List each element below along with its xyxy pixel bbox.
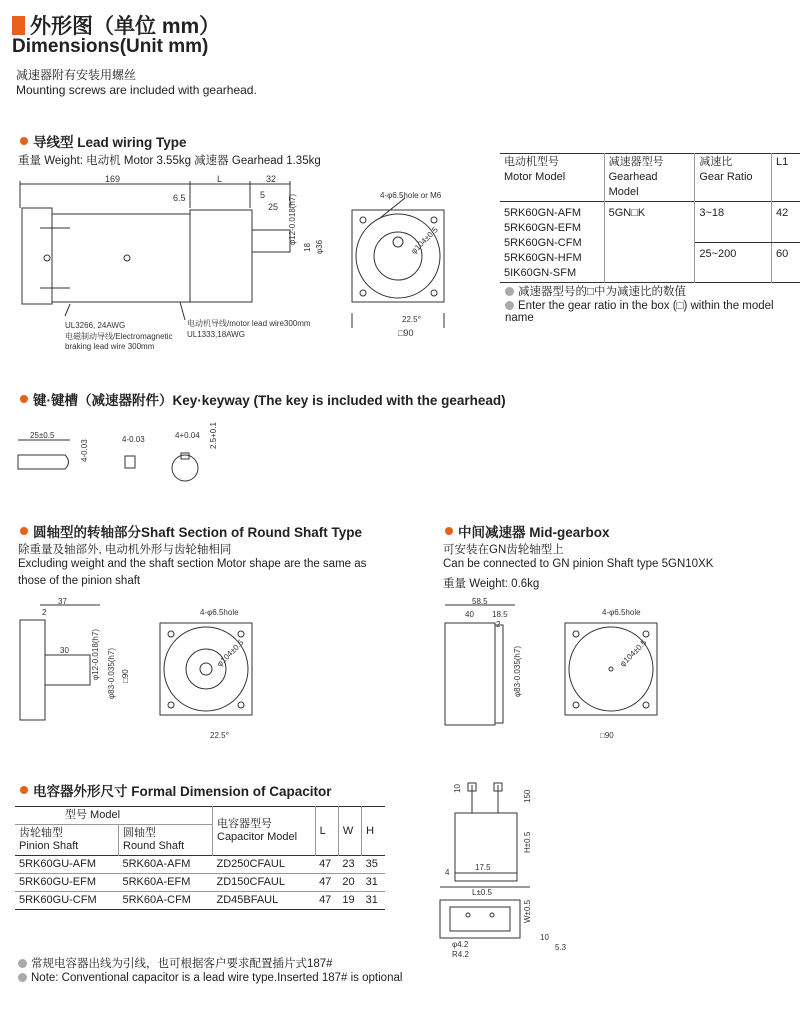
cell-round: 5RK60A-AFM bbox=[122, 858, 191, 870]
table-row bbox=[15, 892, 385, 910]
dim-height: H±0.5 bbox=[523, 831, 532, 853]
dim-key-length: 25±0.5 bbox=[30, 431, 55, 440]
dim-32: 32 bbox=[266, 174, 277, 184]
cell-capacitor: ZD45BFAUL bbox=[216, 894, 279, 906]
cell-W: 19 bbox=[342, 894, 355, 906]
bullet-icon bbox=[18, 959, 27, 968]
dim-square: □90 bbox=[600, 731, 614, 740]
dim-key-height: 4-0.03 bbox=[80, 439, 89, 462]
lead-brake-2: braking lead wire 300mm bbox=[65, 342, 155, 351]
dim-hole: 4-φ6.5hole bbox=[602, 608, 641, 617]
dim-shaft: φ12-0.018(h7) bbox=[288, 194, 297, 245]
dim-pcd: φ104±0.5 bbox=[409, 225, 440, 256]
header-L: L bbox=[315, 807, 338, 856]
lead-heading: 导线型 Lead wiring Type bbox=[20, 131, 187, 151]
capacitor-note-en: Note: Conventional capacitor is a lead wire type.Inserted 187# is optional bbox=[18, 972, 402, 984]
header-model: 型号 Model bbox=[65, 809, 121, 821]
round-heading: 圆轴型的转轴部分Shaft Section of Round Shaft Type bbox=[20, 521, 362, 541]
model-note-en: Enter the gear ratio in the box (□) within the model name bbox=[505, 300, 774, 324]
note-en: Mounting screws are included with gearhead. bbox=[16, 83, 257, 97]
bullet-icon bbox=[20, 137, 28, 145]
model-name: 5RK60GN-AFM bbox=[504, 207, 582, 219]
dim-169: 169 bbox=[105, 174, 121, 184]
bullet-icon bbox=[20, 786, 28, 794]
model-table bbox=[500, 153, 800, 283]
ratio-2: 25~200 bbox=[695, 242, 772, 283]
capacitor-heading: 电容器外形尺寸 Formal Dimension of Capacitor bbox=[20, 780, 332, 800]
dim-30: 30 bbox=[60, 646, 69, 655]
lead-wiring-drawing bbox=[10, 168, 495, 358]
bullet-icon bbox=[20, 395, 28, 403]
mid-desc-3: 重量 Weight: 0.6kg bbox=[443, 578, 540, 590]
dim-hole: 4-φ6.5hole bbox=[200, 608, 239, 617]
mid-heading: 中间减速器 Mid-gearbox bbox=[445, 521, 610, 541]
note-cn: 减速器附有安装用螺丝 bbox=[16, 68, 137, 82]
table-row bbox=[15, 856, 385, 874]
dim-17-5: 17.5 bbox=[475, 863, 491, 872]
bullet-icon bbox=[18, 973, 27, 982]
dim-radius: R4.2 bbox=[452, 950, 469, 959]
model-name: 5RK60GN-HFM bbox=[504, 252, 582, 264]
table-header-row bbox=[15, 807, 385, 825]
bullet-icon bbox=[445, 527, 453, 535]
dim-key-width: 4-0.03 bbox=[122, 435, 145, 444]
dim-pcd: φ104±0.5 bbox=[215, 638, 246, 669]
dim-6-5: 6.5 bbox=[173, 193, 186, 203]
dim-58-5: 58.5 bbox=[472, 597, 488, 606]
mid-desc-2: Can be connected to GN pinion Shaft type 5GN10XK bbox=[443, 558, 714, 570]
key-drawing bbox=[10, 420, 230, 490]
cell-pinion: 5RK60GU-EFM bbox=[19, 876, 97, 888]
dim-pilot: φ83-0.035(h7) bbox=[513, 646, 522, 697]
cell-H: 31 bbox=[365, 876, 378, 888]
capacitor-drawing bbox=[430, 775, 610, 965]
bullet-icon bbox=[20, 527, 28, 535]
round-desc-1: 除重量及轴部外, 电动机外形与齿轮轴相同 bbox=[18, 544, 232, 556]
dim-5-3: 5.3 bbox=[555, 943, 567, 952]
page-title-en: Dimensions(Unit mm) bbox=[12, 36, 209, 57]
header-pinion: 齿轮轴型 Pinion Shaft bbox=[19, 827, 79, 852]
dim-pilot: φ83-0.035(h7) bbox=[107, 648, 116, 699]
key-heading: 键·键槽（减速器附件）Key·keyway (The key is included with the gearhead) bbox=[20, 389, 506, 409]
model-name: 5RK60GN-CFM bbox=[504, 237, 582, 249]
dim-10: 10 bbox=[453, 784, 462, 793]
dim-10b: 10 bbox=[540, 933, 549, 942]
dim-length: L±0.5 bbox=[472, 888, 492, 897]
dim-angle: 22.5° bbox=[210, 731, 229, 740]
round-shaft-drawing bbox=[10, 595, 270, 745]
dim-18: 18 bbox=[303, 243, 312, 252]
dim-25: 25 bbox=[268, 202, 279, 212]
model-name: 5RK60GN-EFM bbox=[504, 222, 582, 234]
cell-H: 35 bbox=[365, 858, 378, 870]
cell-L: 47 bbox=[319, 894, 332, 906]
cell-L: 47 bbox=[319, 876, 332, 888]
header-ratio: 减速比 Gear Ratio bbox=[695, 154, 772, 202]
dim-square: □90 bbox=[398, 328, 414, 338]
dim-width: W±0.5 bbox=[523, 899, 532, 923]
header-motor: 电动机型号 Motor Model bbox=[500, 154, 604, 202]
dim-36: φ36 bbox=[315, 239, 324, 254]
table-row bbox=[500, 202, 800, 243]
bullet-icon bbox=[505, 287, 514, 296]
header-W: W bbox=[338, 807, 361, 856]
header-gearhead: 减速器型号 Gearhead Model bbox=[604, 154, 695, 202]
cell-W: 20 bbox=[342, 876, 355, 888]
table-header-row bbox=[500, 154, 800, 202]
dim-40: 40 bbox=[465, 610, 474, 619]
round-desc-3: those of the pinion shaft bbox=[18, 575, 141, 587]
dim-5: 5 bbox=[260, 190, 266, 200]
capacitor-note-cn: 常规电容器出线为引线，也可根据客户要求配置插片式187# bbox=[18, 955, 333, 971]
bullet-icon bbox=[505, 301, 514, 310]
ratio-1: 3~18 bbox=[695, 202, 772, 243]
cell-pinion: 5RK60GU-CFM bbox=[19, 894, 97, 906]
cell-round: 5RK60A-EFM bbox=[122, 876, 191, 888]
dim-square: □90 bbox=[121, 669, 130, 683]
header-H: H bbox=[362, 807, 385, 856]
dim-hole: 4-φ6.5hole or M6 bbox=[380, 191, 442, 200]
dim-2: 2 bbox=[42, 608, 47, 617]
lead-motor-2: UL1333,18AWG bbox=[187, 330, 245, 339]
capacitor-table bbox=[15, 806, 385, 910]
table-row bbox=[15, 874, 385, 892]
lead-weight: 重量 Weight: 电动机 Motor 3.55kg 减速器 Gearhead 1.35kg bbox=[18, 155, 321, 167]
header-l1: L1 bbox=[776, 156, 789, 168]
cell-capacitor: ZD150CFAUL bbox=[216, 876, 285, 888]
lead-ul3266: UL3266, 24AWG bbox=[65, 321, 126, 330]
gearhead-model: 5GN□K bbox=[604, 202, 695, 283]
lead-brake-1: 电磁制动导线/Electromagnetic bbox=[65, 332, 173, 341]
model-name: 5IK60GN-SFM bbox=[504, 267, 577, 279]
cell-L: 47 bbox=[319, 858, 332, 870]
cell-round: 5RK60A-CFM bbox=[122, 894, 191, 906]
round-desc-2: Excluding weight and the shaft section Motor shape are the same as bbox=[18, 558, 367, 570]
l1-2: 60 bbox=[776, 247, 789, 260]
mid-gearbox-drawing bbox=[430, 595, 670, 745]
cell-capacitor: ZD250CFAUL bbox=[216, 858, 285, 870]
dim-keyway-width: 4+0.04 bbox=[175, 431, 200, 440]
orange-square-icon bbox=[12, 16, 25, 35]
dim-keyway-depth: 2.5+0.1 bbox=[209, 422, 218, 449]
dim-phi: φ4.2 bbox=[452, 940, 469, 949]
page-title-cn: 外形图（单位 mm） bbox=[12, 10, 220, 40]
model-note-cn: 减速器型号的□中为减速比的数值 bbox=[505, 283, 686, 299]
dim-18-5: 18.5 bbox=[492, 610, 508, 619]
dim-37: 37 bbox=[58, 597, 67, 606]
dim-shaft: φ12-0.018(h7) bbox=[91, 629, 100, 680]
lead-motor-1: 电动机导线/motor lead wire300mm bbox=[187, 319, 311, 328]
dim-L: L bbox=[217, 174, 223, 184]
cell-H: 31 bbox=[365, 894, 378, 906]
mid-desc-1: 可安装在GN齿轮轴型上 bbox=[443, 544, 564, 556]
dim-4: 4 bbox=[445, 868, 450, 877]
dim-pcd: φ104±0.5 bbox=[618, 638, 649, 669]
cell-pinion: 5RK60GU-AFM bbox=[19, 858, 97, 870]
dim-angle: 22.5° bbox=[402, 315, 421, 324]
header-capacitor: 电容器型号 Capacitor Model bbox=[213, 807, 316, 856]
l1-1: 42 bbox=[772, 202, 800, 243]
dim-150: 150 bbox=[523, 789, 532, 803]
cell-W: 23 bbox=[342, 858, 355, 870]
header-round: 圆轴型 Round Shaft bbox=[119, 825, 213, 856]
dim-2: 2 bbox=[496, 620, 501, 629]
